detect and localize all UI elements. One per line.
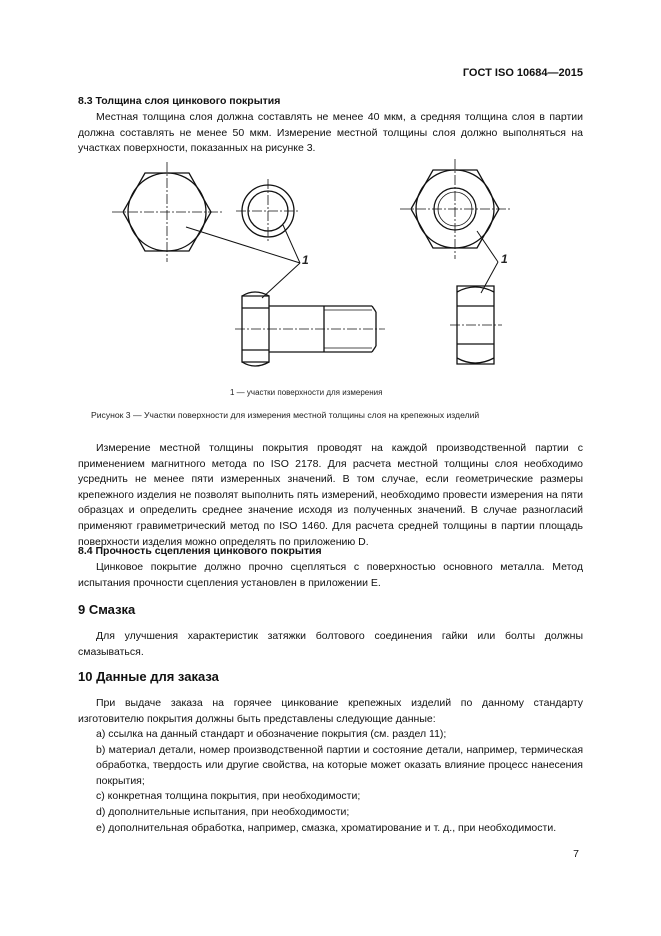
- figure-legend: 1 — участки поверхности для измерения: [230, 388, 383, 397]
- bolt-side-view: [235, 292, 385, 366]
- bolt-shank-end-view: [236, 179, 300, 243]
- section-10-intro: [78, 696, 583, 727]
- section-8-3-text: Местная толщина слоя должна составлять не менее 40 мкм, а средняя толщина слоя в партии должна составлять не менее 50 мкм. Измерение местной толщины слоя должно выполняться на участках поверхности, показанных на рисунке 3.: [78, 111, 583, 155]
- list-item: a) ссылка на данный стандарт и обозначение покрытия (см. раздел 11);: [96, 728, 447, 740]
- nut-top-view: [400, 159, 510, 259]
- list-item: c) конкретная толщина покрытия, при необходимости;: [96, 790, 361, 803]
- callout-1-right: 1: [501, 252, 508, 266]
- section-8-4-heading: 8.4 Прочность сцепления цинкового покрытия: [78, 545, 322, 557]
- measurement-text: Измерение местной толщины покрытия проводят на каждой производственной партии с применением магнитного метода по ISO 2178. Для расчета местной толщины слоя необходимо усреднить не менее пяти измеренных значений. В том случае, если геометрические размеры крепежного изделия не позволят выполнить пять измерений, необходимо провести измерения на пяти образцах и определить среднее значение исходя из полученных значений. В случае разногласий применяют гравиметрический метод по ISO 1460. Для расчета средней толщины в партии площадь поверхности изделия можно определять по приложению D.: [78, 442, 583, 548]
- order-data-list: [78, 727, 583, 836]
- document-id: ГОСТ ISO 10684—2015: [462, 67, 583, 79]
- section-10-intro-text: При выдаче заказа на горячее цинкование крепежных изделий по данному стандарту изготовителю покрытия должны быть представлены следующие данные:: [78, 697, 583, 725]
- section-9-heading: 9 Смазка: [78, 602, 136, 617]
- nut-side-view: [450, 286, 502, 364]
- figure-caption: Рисунок 3 — Участки поверхности для измерения местной толщины слоя на крепежных изделий: [91, 410, 480, 420]
- measurement-paragraph: [78, 441, 583, 550]
- leader-lines: [186, 225, 498, 298]
- page-number: 7: [573, 848, 579, 860]
- list-item: d) дополнительные испытания, при необходимости;: [96, 805, 350, 818]
- list-item: e) дополнительная обработка, например, смазка, хроматирование и т. д., при необходимости.: [96, 821, 557, 834]
- section-9-text: Для улучшения характеристик затяжки болтового соединения гайки или болты должны смазываться.: [78, 630, 583, 658]
- section-9-paragraph: [78, 629, 583, 660]
- section-8-4-text: Цинковое покрытие должно прочно сцепляться с поверхностью основного металла. Метод испытания прочности сцепления установлен в приложении E.: [78, 561, 583, 589]
- list-item: b) материал детали, номер производственной партии и состояние детали, например, термическая обработка, твердость или другие свойства, на которые может оказать влияние процесс нанесения покрытия;: [96, 743, 583, 787]
- figure-3-drawing: [0, 0, 661, 420]
- section-10-heading: 10 Данные для заказа: [78, 669, 219, 684]
- section-8-4-paragraph: [78, 560, 583, 591]
- callout-1-left: 1: [302, 253, 309, 267]
- bolt-head-top-view: [112, 162, 222, 262]
- section-8-3-heading: 8.3 Толщина слоя цинкового покрытия: [78, 95, 281, 107]
